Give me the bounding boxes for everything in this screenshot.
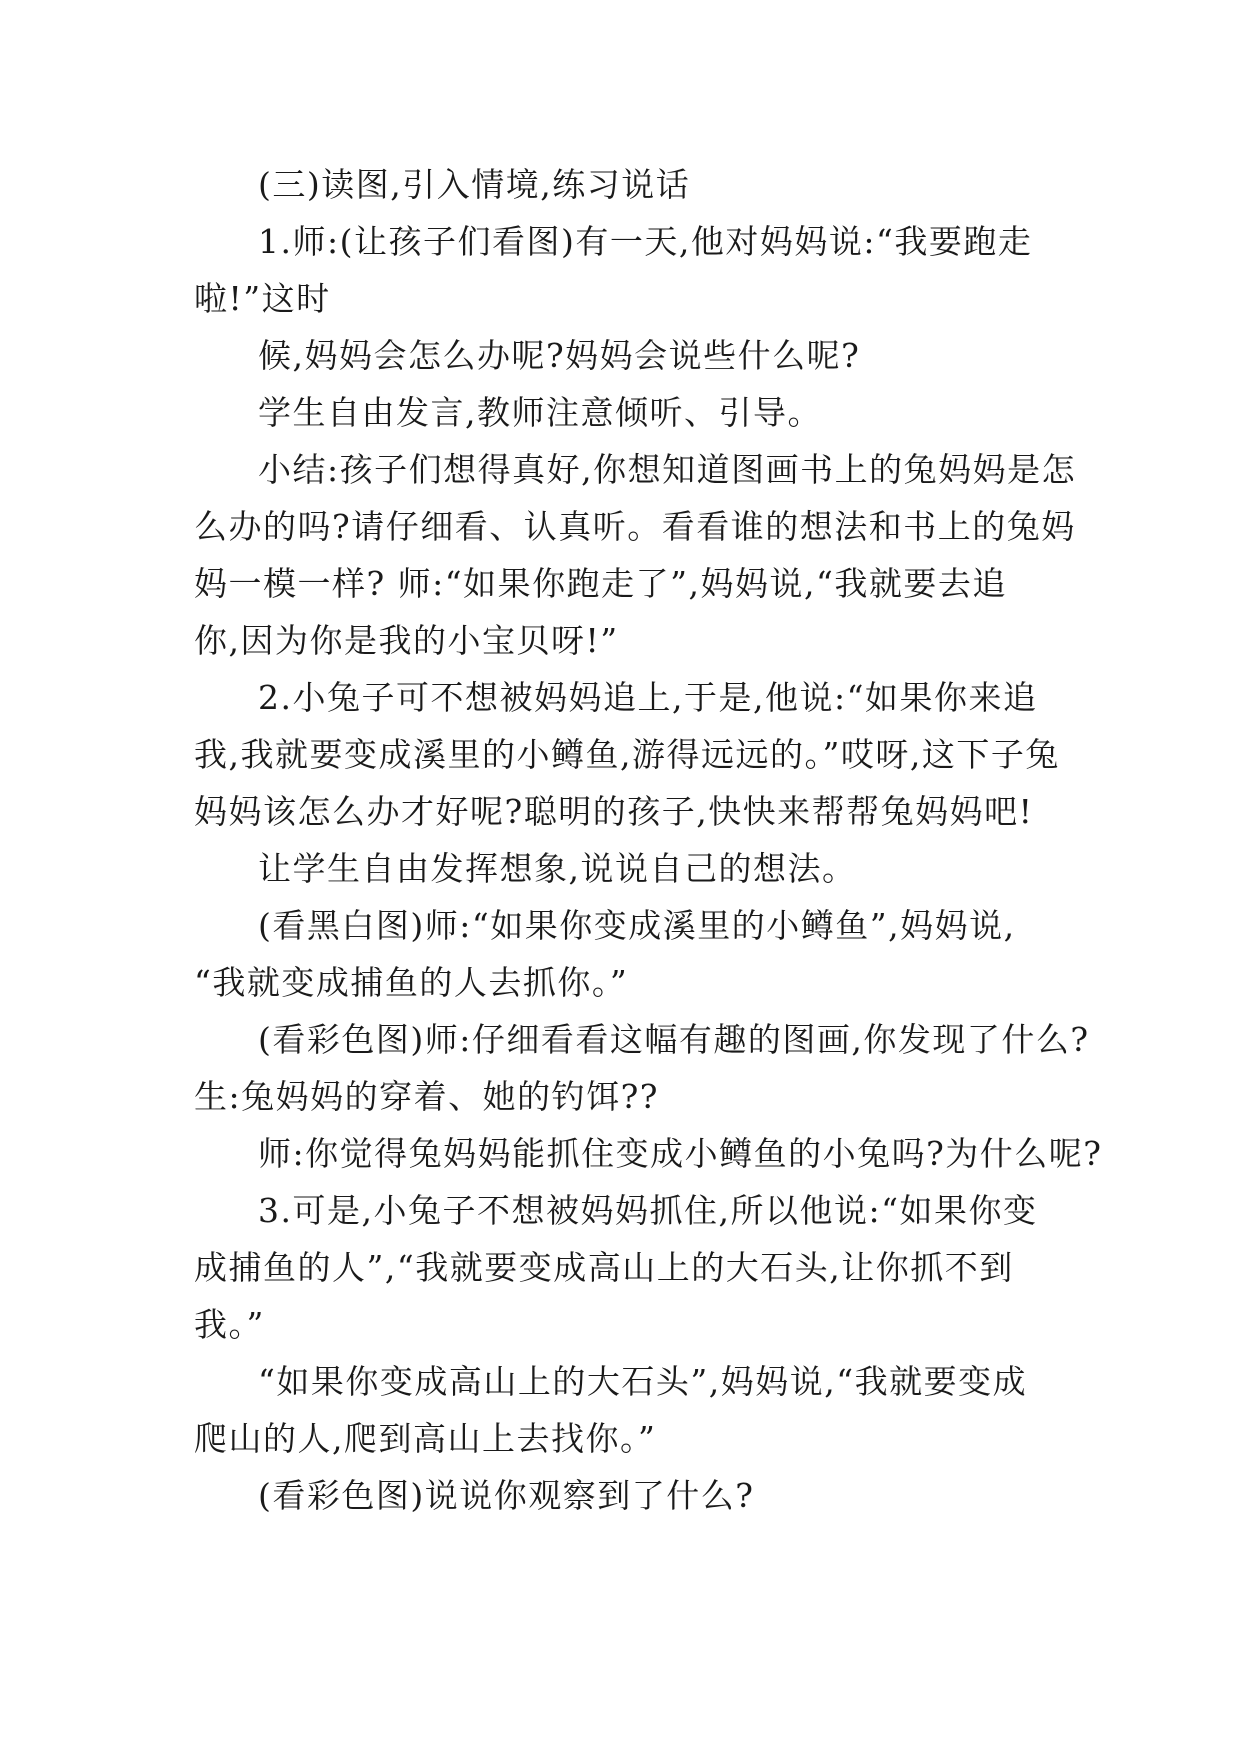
- paragraph-line: 妈一模一样? 师:“如果你跑走了”,妈妈说,“我就要去追: [194, 564, 1007, 603]
- paragraph-line: 学生自由发言,教师注意倾听、引导。: [258, 393, 822, 432]
- paragraph-line: 么办的吗?请仔细看、认真听。看看谁的想法和书上的兔妈: [194, 507, 1076, 546]
- paragraph-line: (看彩色图)说说你观察到了什么?: [258, 1476, 755, 1515]
- paragraph-line: 啦!”这时: [194, 279, 331, 318]
- paragraph-line: 我。”: [194, 1305, 265, 1344]
- paragraph-line: (看黑白图)师:“如果你变成溪里的小鳟鱼”,妈妈说,: [258, 906, 1016, 945]
- section-heading: (三)读图,引入情境,练习说话: [258, 165, 691, 204]
- paragraph-line: 候,妈妈会怎么办呢?妈妈会说些什么呢?: [258, 336, 861, 375]
- paragraph-line: 妈妈该怎么办才好呢?聪明的孩子,快快来帮帮兔妈妈吧!: [194, 792, 1034, 831]
- paragraph-line: 成捕鱼的人”,“我就要变成高山上的大石头,让你抓不到: [194, 1248, 1014, 1287]
- paragraph-line: “我就变成捕鱼的人去抓你。”: [194, 963, 629, 1002]
- paragraph-line: 我,我就要变成溪里的小鳟鱼,游得远远的。”哎呀,这下子兔: [194, 735, 1060, 774]
- paragraph-line: 生:兔妈妈的穿着、她的钓饵??: [194, 1077, 660, 1116]
- paragraph-line: 你,因为你是我的小宝贝呀!”: [194, 621, 619, 660]
- paragraph-line: 1.师:(让孩子们看图)有一天,他对妈妈说:“我要跑走: [258, 222, 1033, 261]
- paragraph-line: 爬山的人,爬到高山上去找你。”: [194, 1419, 657, 1458]
- paragraph-line: 让学生自由发挥想象,说说自己的想法。: [258, 849, 857, 888]
- paragraph-line: 师:你觉得兔妈妈能抓住变成小鳟鱼的小兔吗?为什么呢?: [258, 1134, 1103, 1173]
- paragraph-line: 小结:孩子们想得真好,你想知道图画书上的兔妈妈是怎: [258, 450, 1077, 489]
- paragraph-line: 2.小兔子可不想被妈妈追上,于是,他说:“如果你来追: [258, 678, 1038, 717]
- paragraph-line: (看彩色图)师:仔细看看这幅有趣的图画,你发现了什么?: [258, 1020, 1090, 1059]
- paragraph-line: 3.可是,小兔子不想被妈妈抓住,所以他说:“如果你变: [258, 1191, 1038, 1230]
- paragraph-line: “如果你变成高山上的大石头”,妈妈说,“我就要变成: [258, 1362, 1028, 1401]
